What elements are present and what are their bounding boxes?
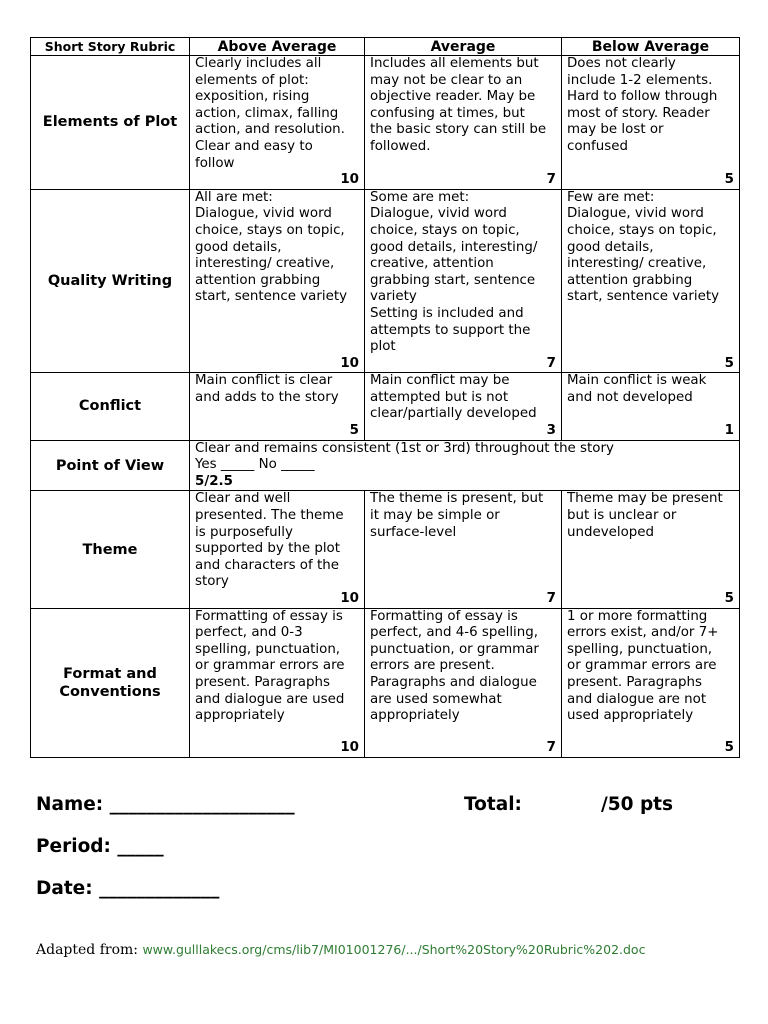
description-line: or grammar errors are <box>195 658 345 674</box>
criteria-description <box>195 609 359 740</box>
cell-below-average <box>562 189 740 373</box>
criteria-description <box>567 491 734 591</box>
description-line: most of story. Reader <box>567 105 710 121</box>
description-line: spelling, punctuation, <box>567 641 713 657</box>
criterion-label: Conflict <box>31 373 190 440</box>
points-value: 7 <box>546 355 556 371</box>
description-line: choice, stays on topic, <box>567 222 717 238</box>
criteria-description <box>195 491 359 591</box>
cell-average <box>365 373 562 440</box>
description-line: Clear and well <box>195 491 291 507</box>
description-line: surface-level <box>370 524 457 540</box>
row-conflict <box>31 373 740 440</box>
criterion-label: Theme <box>31 491 190 608</box>
description-line: undeveloped <box>567 524 655 540</box>
cell-content <box>195 190 359 373</box>
description-line: and not developed <box>567 389 693 405</box>
pov-description: Clear and remains consistent (1st or 3rd) throughout the story <box>195 440 614 456</box>
description-line: plot <box>370 339 396 355</box>
source-link[interactable]: www.gulllakecs.org/cms/lib7/MI01001276/.../Short%20Story%20Rubric%202.doc <box>142 942 646 957</box>
cell-average <box>365 491 562 608</box>
row-theme <box>31 491 740 608</box>
points-value: 1 <box>724 423 734 439</box>
points-value: 10 <box>340 355 359 371</box>
description-line: Dialogue, vivid word <box>370 206 507 222</box>
description-line: Main conflict is clear <box>195 373 333 389</box>
criterion-label: Point of View <box>31 440 190 491</box>
description-line: attempted but is not <box>370 389 509 405</box>
cell-content <box>195 56 359 189</box>
description-line: but is unclear or <box>567 508 677 524</box>
criteria-description <box>370 373 556 423</box>
description-line: perfect, and 4-6 spelling, <box>370 625 539 641</box>
cell-average <box>365 608 562 757</box>
points-value: 10 <box>340 740 359 755</box>
description-line: confused <box>567 138 628 154</box>
description-line: Dialogue, vivid word <box>195 206 332 222</box>
description-line: objective reader. May be <box>370 89 536 105</box>
cell-below-average <box>562 56 740 190</box>
criteria-description <box>567 609 734 740</box>
criteria-description <box>370 491 556 591</box>
description-line: Theme may be present <box>567 491 723 507</box>
description-line: start, sentence variety <box>195 289 348 305</box>
description-line: The theme is present, but <box>370 491 544 507</box>
description-line: appropriately <box>370 708 460 724</box>
cell-content <box>567 373 734 439</box>
pov-yes-no: Yes _____ No _____ <box>195 457 315 473</box>
criteria-description <box>370 56 556 172</box>
name-field: Name: ____________________ <box>36 794 295 815</box>
description-line: Formatting of essay is <box>195 608 343 624</box>
description-line: spelling, punctuation, <box>195 641 341 657</box>
cell-content <box>567 56 734 189</box>
points-value: 7 <box>546 172 556 188</box>
description-line: confusing at times, but <box>370 105 525 121</box>
cell-above-average <box>190 608 365 757</box>
cell-above-average <box>190 491 365 608</box>
description-line: exposition, rising <box>195 89 310 105</box>
description-line: supported by the plot <box>195 541 340 557</box>
description-line: present. Paragraphs <box>567 674 702 690</box>
criteria-description <box>195 56 359 172</box>
header-above-average: Above Average <box>190 38 365 56</box>
description-line: Clearly includes all <box>195 56 322 71</box>
cell-below-average <box>562 373 740 440</box>
cell-point-of-view-merged <box>190 440 740 491</box>
description-line: and characters of the <box>195 557 339 573</box>
description-line: action, and resolution. <box>195 122 345 138</box>
description-line: clear/partially developed <box>370 406 537 422</box>
description-line: interesting/ creative, <box>195 256 335 272</box>
header-below-average: Below Average <box>562 38 740 56</box>
description-line: 1 or more formatting <box>567 608 708 624</box>
description-line: action, climax, falling <box>195 105 339 121</box>
cell-content <box>370 190 556 373</box>
description-line: attention grabbing <box>195 272 321 288</box>
header-average: Average <box>365 38 562 56</box>
criteria-description <box>195 190 359 356</box>
cell-content <box>567 190 734 373</box>
description-line: Paragraphs and dialogue <box>370 674 537 690</box>
description-line: good details, <box>567 239 654 255</box>
row-quality-writing <box>31 189 740 373</box>
description-line: good details, <box>195 239 282 255</box>
description-line: choice, stays on topic, <box>370 222 520 238</box>
description-line: elements of plot: <box>195 72 309 88</box>
description-line: Few are met: <box>567 189 655 205</box>
description-line: variety <box>370 289 417 305</box>
cell-content <box>370 491 556 607</box>
description-line: may not be clear to an <box>370 72 523 88</box>
description-line: perfect, and 0-3 <box>195 625 303 641</box>
points-value: 7 <box>546 591 556 606</box>
cell-content <box>195 491 359 607</box>
cell-content <box>567 609 734 757</box>
cell-content <box>370 373 556 439</box>
description-line: appropriately <box>195 708 285 724</box>
description-line: may be lost or <box>567 122 664 138</box>
criteria-description <box>567 190 734 356</box>
points-value: 10 <box>340 172 359 188</box>
criteria-description <box>370 609 556 740</box>
row-elements-of-plot <box>31 56 740 190</box>
points-value: 5 <box>349 423 359 439</box>
description-line: punctuation, or grammar <box>370 641 539 657</box>
description-line: All are met: <box>195 189 273 205</box>
points-value: 5 <box>724 355 734 371</box>
description-line: and adds to the story <box>195 389 339 405</box>
description-line: Setting is included and <box>370 305 524 321</box>
points-value: 3 <box>546 423 556 439</box>
description-line: Does not clearly <box>567 56 676 71</box>
description-line: Clear and easy to <box>195 138 313 154</box>
adapted-from-note <box>36 942 645 958</box>
adapted-from-label: Adapted from: <box>36 942 143 958</box>
points-value: 5/2.5 <box>195 473 233 489</box>
cell-below-average <box>562 491 740 608</box>
cell-above-average <box>190 373 365 440</box>
row-format-and-conventions <box>31 608 740 757</box>
description-line: grabbing start, sentence <box>370 272 536 288</box>
description-line: used appropriately <box>567 708 694 724</box>
description-line: story <box>195 574 229 590</box>
points-value: 5 <box>724 591 734 606</box>
description-line: errors exist, and/or 7+ <box>567 625 719 641</box>
cell-below-average <box>562 608 740 757</box>
cell-above-average <box>190 56 365 190</box>
description-line: Some are met: <box>370 189 470 205</box>
description-line: Hard to follow through <box>567 89 718 105</box>
criteria-description <box>370 190 556 356</box>
cell-content <box>195 609 359 757</box>
cell-average <box>365 56 562 190</box>
description-line: presented. The theme <box>195 508 344 524</box>
cell-above-average <box>190 189 365 373</box>
points-value: 7 <box>546 740 556 755</box>
criterion-label: Format and Conventions <box>31 608 190 757</box>
description-line: Formatting of essay is <box>370 608 518 624</box>
description-line: start, sentence variety <box>567 289 720 305</box>
description-line: are used somewhat <box>370 691 502 707</box>
total-value: /50 pts <box>601 794 674 815</box>
description-line: is purposefully <box>195 524 293 540</box>
cell-content <box>370 609 556 757</box>
date-field: Date: _____________ <box>36 878 220 899</box>
description-line: include 1-2 elements. <box>567 72 713 88</box>
criteria-description <box>195 373 359 423</box>
rubric-title: Short Story Rubric <box>31 38 190 56</box>
description-line: present. Paragraphs <box>195 674 330 690</box>
description-line: attention grabbing <box>567 272 693 288</box>
points-value: 5 <box>724 172 734 188</box>
period-field: Period: _____ <box>36 836 164 857</box>
total-label: Total: <box>464 794 522 815</box>
criteria-description <box>567 56 734 172</box>
description-line: follow <box>195 155 235 171</box>
rubric-table <box>30 37 740 758</box>
description-line: and dialogue are used <box>195 691 345 707</box>
description-line: Dialogue, vivid word <box>567 206 704 222</box>
criteria-description <box>567 373 734 423</box>
description-line: Includes all elements but <box>370 56 539 71</box>
description-line: the basic story can still be <box>370 122 547 138</box>
description-line: errors are present. <box>370 658 495 674</box>
description-line: creative, attention <box>370 256 494 272</box>
description-line: good details, interesting/ <box>370 239 538 255</box>
description-line: and dialogue are not <box>567 691 707 707</box>
cell-content <box>567 491 734 607</box>
criterion-label: Quality Writing <box>31 189 190 373</box>
cell-content <box>370 56 556 189</box>
header-row <box>31 38 740 56</box>
cell-average <box>365 189 562 373</box>
description-line: interesting/ creative, <box>567 256 707 272</box>
criterion-label: Elements of Plot <box>31 56 190 190</box>
description-line: followed. <box>370 138 431 154</box>
description-line: Main conflict is weak <box>567 373 707 389</box>
description-line: Main conflict may be <box>370 373 510 389</box>
points-value: 5 <box>724 740 734 755</box>
row-point-of-view <box>31 440 740 491</box>
description-line: it may be simple or <box>370 508 500 524</box>
description-line: attempts to support the <box>370 322 531 338</box>
description-line: choice, stays on topic, <box>195 222 345 238</box>
cell-content <box>195 373 359 439</box>
points-value: 10 <box>340 591 359 606</box>
description-line: or grammar errors are <box>567 658 717 674</box>
